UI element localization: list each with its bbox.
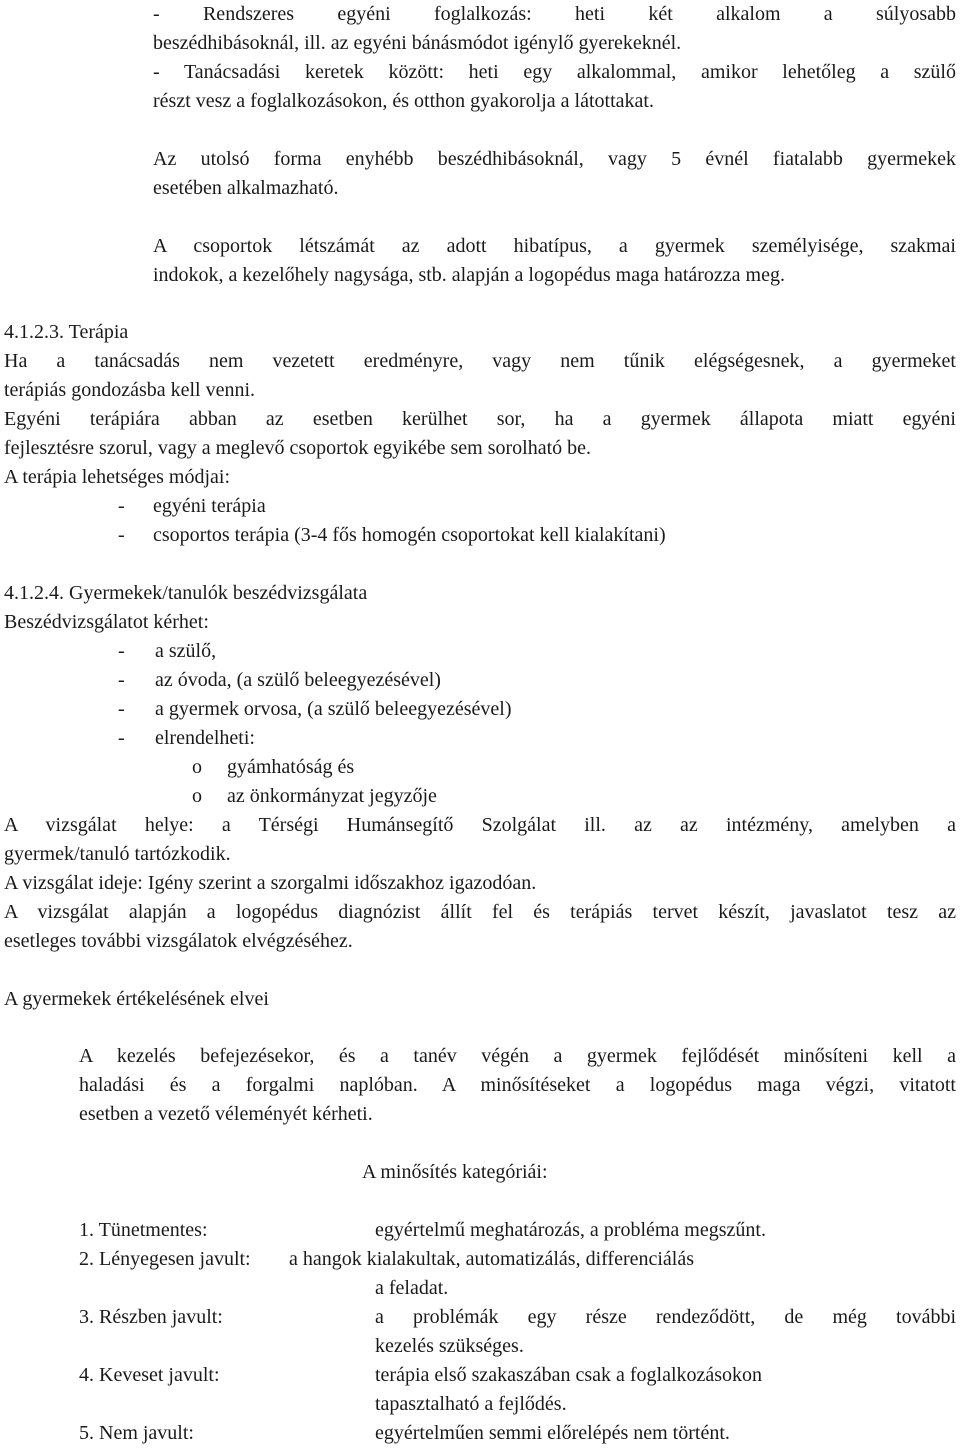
therapy-modes-title: A terápia lehetséges módjai:	[4, 466, 231, 488]
paragraph-last-form-cont: esetében alkalmazható.	[153, 177, 339, 199]
bullet-dash: -	[118, 495, 125, 517]
category-label: 1. Tünetmentes:	[79, 1219, 208, 1241]
paragraph-therapy-b-cont: fejlesztésre szorul, vagy a meglevő csoportok egyikébe sem sorolható be.	[4, 437, 592, 459]
list-item-individual-cont: beszédhibásoknál, ill. az egyéni bánásmódot igénylő gyerekeknél.	[153, 32, 682, 54]
bullet-dash: -	[118, 640, 125, 662]
paragraph-exam-time: A vizsgálat ideje: Igény szerint a szorgalmi időszakhoz igazodóan.	[4, 872, 537, 894]
category-label: 2. Lényegesen javult:	[79, 1248, 251, 1270]
category-description: a hangok kialakultak, automatizálás, differenciálás	[289, 1248, 695, 1270]
category-description-cont: a feladat.	[375, 1277, 449, 1299]
list-item-consultation: - Tanácsadási keretek között: heti egy alkalommal, amikor lehetőleg a szülő	[153, 61, 956, 83]
category-description: egyértelműen semmi előrelépés nem történt.	[375, 1422, 730, 1444]
category-description-cont: kezelés szükséges.	[375, 1335, 524, 1357]
category-label: 4. Keveset javult:	[79, 1364, 220, 1386]
bullet-dash: -	[118, 698, 125, 720]
paragraph-therapy-a-cont: terápiás gondozásba kell venni.	[4, 379, 256, 401]
bullet-dash: -	[118, 524, 125, 546]
paragraph-evaluation-end: esetben a vezető véleményét kérheti.	[79, 1103, 373, 1125]
paragraph-exam-diagnosis: A vizsgálat alapján a logopédus diagnózist állít fel és terápiás tervet készít, javaslatot tesz az	[4, 901, 956, 923]
paragraph-exam-place-cont: gyermek/tanuló tartózkodik.	[4, 843, 231, 865]
category-description: terápia első szakaszában csak a foglalkozásokon	[375, 1364, 763, 1386]
categories-title: A minősítés kategóriái:	[362, 1161, 548, 1183]
category-label: 5. Nem javult:	[79, 1422, 194, 1444]
paragraph-evaluation: A kezelés befejezésekor, és a tanév végén a gyermek fejlődését minősíteni kell a	[79, 1045, 956, 1067]
category-description-cont: tapasztalható a fejlődés.	[375, 1393, 567, 1415]
paragraph-exam-diagnosis-cont: esetleges további vizsgálatok elvégzéséhez.	[4, 930, 353, 952]
bullet-dash: -	[118, 669, 125, 691]
list-item-consultation-cont: részt vesz a foglalkozásokon, és otthon gyakorolja a látottakat.	[153, 90, 654, 112]
list-item-individual: - Rendszeres egyéni foglalkozás: heti két alkalom a súlyosabb	[153, 3, 956, 25]
section-title-evaluation: A gyermekek értékelésének elvei	[4, 988, 269, 1010]
category-description: egyértelmű meghatározás, a probléma megszűnt.	[375, 1219, 766, 1241]
exam-who-title: Beszédvizsgálatot kérhet:	[4, 611, 209, 633]
paragraph-evaluation-cont: haladási és a forgalmi naplóban. A minősítéseket a logopédus maga végzi, vitatott	[79, 1074, 956, 1096]
section-heading-exam: 4.1.2.4. Gyermekek/tanulók beszédvizsgálata	[4, 582, 368, 604]
bullet-dash: -	[118, 727, 125, 749]
paragraph-group-size-cont: indokok, a kezelőhely nagysága, stb. alapján a logopédus maga határozza meg.	[153, 264, 785, 286]
paragraph-last-form: Az utolsó forma enyhébb beszédhibásoknál, vagy 5 évnél fiatalabb gyermekek	[153, 148, 956, 170]
paragraph-exam-place: A vizsgálat helye: a Térségi Humánsegítő Szolgálat ill. az az intézmény, amelyben a	[4, 814, 956, 836]
bullet-circle: o	[192, 785, 202, 807]
paragraph-group-size: A csoportok létszámát az adott hibatípus, a gyermek személyisége, szakmai	[153, 235, 956, 257]
paragraph-therapy-b: Egyéni terápiára abban az esetben kerülhet sor, ha a gyermek állapota miatt egyéni	[4, 408, 956, 430]
section-heading-therapy: 4.1.2.3. Terápia	[4, 321, 129, 343]
category-label: 3. Részben javult:	[79, 1306, 223, 1328]
document-page: - Rendszeres egyéni foglalkozás: heti két alkalom a súlyosabb beszédhibásoknál, ill. az egyéni bánásmódot igénylő gyerekeknél. - Tanácsadási keretek között: heti egy alkalommal, amikor lehetőleg a szülő részt vesz a foglalkozásokon, és otthon gyakorolja a látottakat. Az utolsó forma enyhébb beszédhibásoknál, vagy 5 évnél fiatalabb gyermekek esetében alkalmazható. A csoportok létszámát az adott hibatípus, a gyermek személyisége, szakmai indokok, a kezelőhely nagysága, stb. alapján a logopédus maga határozza meg. 4.1.2.3. Terápia Ha a tanácsadás nem vezetett eredményre, vagy nem tűnik elégségesnek, a gyermeket terápiás gondozásba kell venni. Egyéni terápiára abban az esetben kerülhet sor, ha a gyermek állapota miatt egyéni fejlesztésre szorul, vagy a meglevő csoportok egyikébe sem sorolható be. A terápia lehetséges módjai: - egyéni terápia - csoportos terápia (3-4 fős homogén csoportokat kell kialakítani) 4.1.2.4. Gyermekek/tanulók beszédvizsgálata Beszédvizsgálatot kérhet: - a szülő, - az óvoda, (a szülő beleegyezésével) - a gyermek orvosa, (a szülő beleegyezésével) - elrendelheti: o gyámhatóság és o az önkormányzat jegyzője A vizsgálat helye: a Térségi Humánsegítő Szolgálat ill. az az intézmény, amelyben a gyermek/tanuló tartózkodik. A vizsgálat ideje: Igény szerint a szorgalmi időszakhoz igazodóan. A vizsgálat alapján a logopédus diagnózist állít fel és terápiás tervet készít, javaslatot tesz az esetleges további vizsgálatok elvégzéséhez. A gyermekek értékelésének elvei A kezelés befejezésekor, és a tanév végén a gyermek fejlődését minősíteni kell a haladási és a forgalmi naplóban. A minősítéseket a logopédus maga végzi, vitatott esetben a vezető véleményét kérheti. A minősítés kategóriái: 1. Tünetmentes: egyértelmű meghatározás, a probléma megszűnt. 2. Lényegesen javult: a hangok kialakultak, automatizálás, differenciálás a feladat. 3. Részben javult: a problémák egy része rendeződött, de még további kezelés szükséges. 4. Keveset javult: terápia első szakaszában csak a foglalkozásokon tapasztalható a fejlődés. 5. Nem javult: egyértelműen semmi előrelépés nem történt.	[0, 0, 960, 1448]
bullet-circle: o	[192, 756, 202, 778]
category-description: a problémák egy része rendeződött, de még további	[375, 1306, 956, 1328]
paragraph-therapy-a: Ha a tanácsadás nem vezetett eredményre, vagy nem tűnik elégségesnek, a gyermeket	[4, 350, 956, 372]
